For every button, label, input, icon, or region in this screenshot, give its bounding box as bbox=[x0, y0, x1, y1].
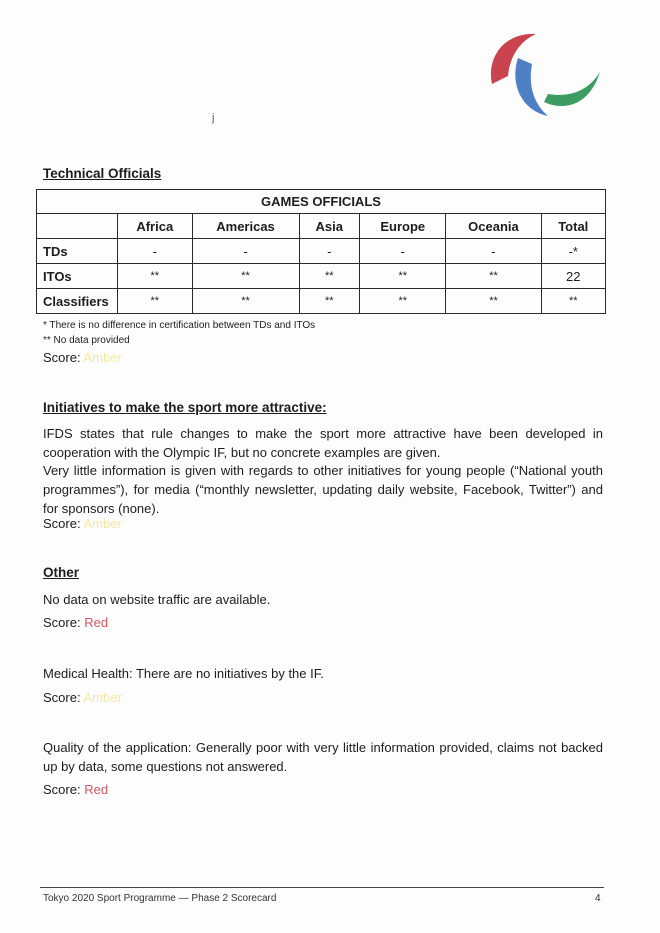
table-cell: ** bbox=[192, 289, 299, 314]
score-value-amber: Amber bbox=[83, 690, 122, 705]
table-cell: - bbox=[192, 239, 299, 264]
footnote-certification: * There is no difference in certification between TDs and ITOs bbox=[43, 320, 316, 331]
technical-officials-heading: Technical Officials bbox=[43, 166, 162, 181]
paralympic-agitos-logo bbox=[482, 26, 606, 122]
table-row-itos bbox=[37, 264, 606, 289]
table-cell: - bbox=[446, 239, 541, 264]
column-header: Oceania bbox=[446, 214, 541, 239]
table-cell: ** bbox=[446, 289, 541, 314]
table-cell: ** bbox=[541, 289, 605, 314]
score-label: Score: bbox=[43, 350, 81, 365]
score-value-amber: Amber bbox=[83, 350, 122, 365]
table-cell: ** bbox=[299, 289, 360, 314]
table-row-tds bbox=[37, 239, 606, 264]
score-label: Score: bbox=[43, 782, 81, 797]
column-header: Africa bbox=[118, 214, 193, 239]
agitos-green-arc bbox=[544, 72, 600, 106]
table-title: GAMES OFFICIALS bbox=[37, 190, 606, 214]
stray-mark: j bbox=[212, 112, 215, 124]
column-header: Americas bbox=[192, 214, 299, 239]
table-cell: ** bbox=[118, 289, 193, 314]
row-label: TDs bbox=[37, 239, 118, 264]
table-cell: ** bbox=[118, 264, 193, 289]
row-label: ITOs bbox=[37, 264, 118, 289]
initiatives-heading: Initiatives to make the sport more attractive: bbox=[43, 400, 327, 415]
score-technical-officials bbox=[43, 350, 122, 365]
score-label: Score: bbox=[43, 516, 81, 531]
empty-header-cell bbox=[37, 214, 118, 239]
agitos-blue-arc bbox=[515, 58, 548, 116]
score-website bbox=[43, 615, 108, 630]
website-traffic-text: No data on website traffic are available. bbox=[43, 592, 271, 607]
table-cell: - bbox=[299, 239, 360, 264]
table-cell: ** bbox=[192, 264, 299, 289]
table-cell: ** bbox=[446, 264, 541, 289]
score-value-amber: Amber bbox=[83, 516, 122, 531]
table-cell: - bbox=[360, 239, 446, 264]
column-header: Europe bbox=[360, 214, 446, 239]
table-row-classifiers bbox=[37, 289, 606, 314]
table-cell: ** bbox=[360, 289, 446, 314]
score-medical bbox=[43, 690, 122, 705]
row-label: Classifiers bbox=[37, 289, 118, 314]
footer-title: Tokyo 2020 Sport Programme — Phase 2 Scorecard bbox=[43, 893, 277, 904]
footnote-no-data: ** No data provided bbox=[43, 335, 130, 346]
score-label: Score: bbox=[43, 690, 81, 705]
table-cell: - bbox=[118, 239, 193, 264]
table-title-row bbox=[37, 190, 606, 214]
column-header: Asia bbox=[299, 214, 360, 239]
score-quality bbox=[43, 782, 108, 797]
score-value-red: Red bbox=[84, 615, 109, 630]
score-initiatives bbox=[43, 516, 122, 531]
medical-health-text: Medical Health: There are no initiatives by the IF. bbox=[43, 666, 324, 681]
games-officials-table bbox=[36, 189, 606, 314]
score-label: Score: bbox=[43, 615, 81, 630]
initiatives-paragraph-other: Very little information is given with regards to other initiatives for young people (“National youth programmes”), for media (“monthly newsletter, updating daily website, Facebook, Twitter”) and for sponsors (none). bbox=[43, 463, 603, 516]
initiatives-paragraph-rules: IFDS states that rule changes to make the sport more attractive have been developed in cooperation with the Olympic IF, but no concrete examples are given. bbox=[43, 426, 603, 460]
table-cell: -* bbox=[541, 239, 605, 264]
table-cell: ** bbox=[299, 264, 360, 289]
page-number: 4 bbox=[595, 893, 601, 904]
table-header-row bbox=[37, 214, 606, 239]
footer-divider bbox=[40, 887, 604, 888]
table-cell: 22 bbox=[541, 264, 605, 289]
other-heading: Other bbox=[43, 565, 80, 580]
quality-application-text: Quality of the application: Generally poor with very little information provided, claims not backed up by data, some questions not answered. bbox=[43, 740, 603, 774]
table-cell: ** bbox=[360, 264, 446, 289]
score-value-red: Red bbox=[84, 782, 109, 797]
column-header: Total bbox=[541, 214, 605, 239]
